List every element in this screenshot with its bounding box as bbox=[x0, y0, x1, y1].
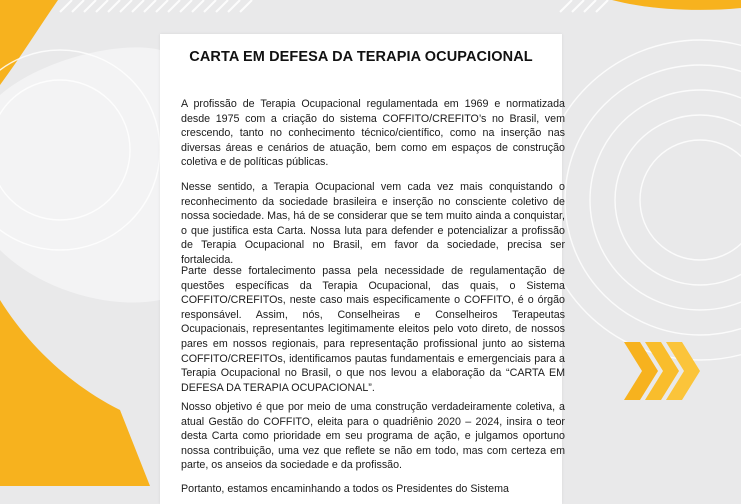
top-hatch-band bbox=[60, 0, 608, 12]
yellow-corner-top-right bbox=[612, 0, 741, 10]
letter-page bbox=[160, 34, 565, 504]
triple-chevron-right-icon bbox=[620, 338, 702, 404]
yellow-corner-bottom-left bbox=[0, 300, 150, 486]
paragraph-3: Parte desse fortalecimento passa pela necessidade de regulamentação de questões específicas da Terapia Ocupacional, das quais, o Sistema COFFITO/CREFITOs, neste caso mais especificamente o COFFITO, é o órgão responsável. Assim, nós, Conselheiras e Conselheiros Terapeutas Ocupacionais, representantes legitimamente eleitos pelo voto direto, de nossos pares em nossos regionais, para representação profissional junto ao sistema COFFITO/CREFITOs, identificamos pautas fundamentais e emergenciais para a Terapia Ocupacional no Brasil, o que nos levou a elaboração da “CARTA EM DEFESA DA TERAPIA OCUPACIONAL”. bbox=[181, 265, 565, 394]
paragraph-4: Nosso objetivo é que por meio de uma construção verdadeiramente coletiva, a atual Gestão do COFFITO, eleita para o quadriênio 2020 – 2024, insira o teor desta Carta como prioridade em seu programa de ação, e julgamos oportuno nossa contribuição, uma vez que reflete se não em todo, mas com certeza em parte, os anseios da sociedade e da profissão. bbox=[181, 401, 565, 472]
letter-title: CARTA EM DEFESA DA TERAPIA OCUPACIONAL bbox=[189, 49, 533, 65]
paragraph-1: A profissão de Terapia Ocupacional regulamentada em 1969 e normatizada desde 1975 com a criação do sistema COFFITO/CREFITO’s no Brasil, vem crescendo, tanto no conhecimento técnico/científico, como na inserção nas diversas áreas e cenários de atuação, bem como em espaços de construção coletiva e de políticas públicas. bbox=[181, 98, 565, 169]
paragraph-2: Nesse sentido, a Terapia Ocupacional vem cada vez mais conquistando o reconhecimento da sociedade brasileira e inserção no consciente coletivo de nossa sociedade. Mas, há de se considerar que se tem muito ainda a conquistar, o que justifica esta Carta. Nossa luta para defender e potencializar a profissão de Terapia Ocupacional no Brasil, em favor da sociedade, precisa ser fortalecida. bbox=[181, 181, 565, 266]
paragraph-5: Portanto, estamos encaminhando a todos os Presidentes do Sistema bbox=[181, 483, 509, 495]
